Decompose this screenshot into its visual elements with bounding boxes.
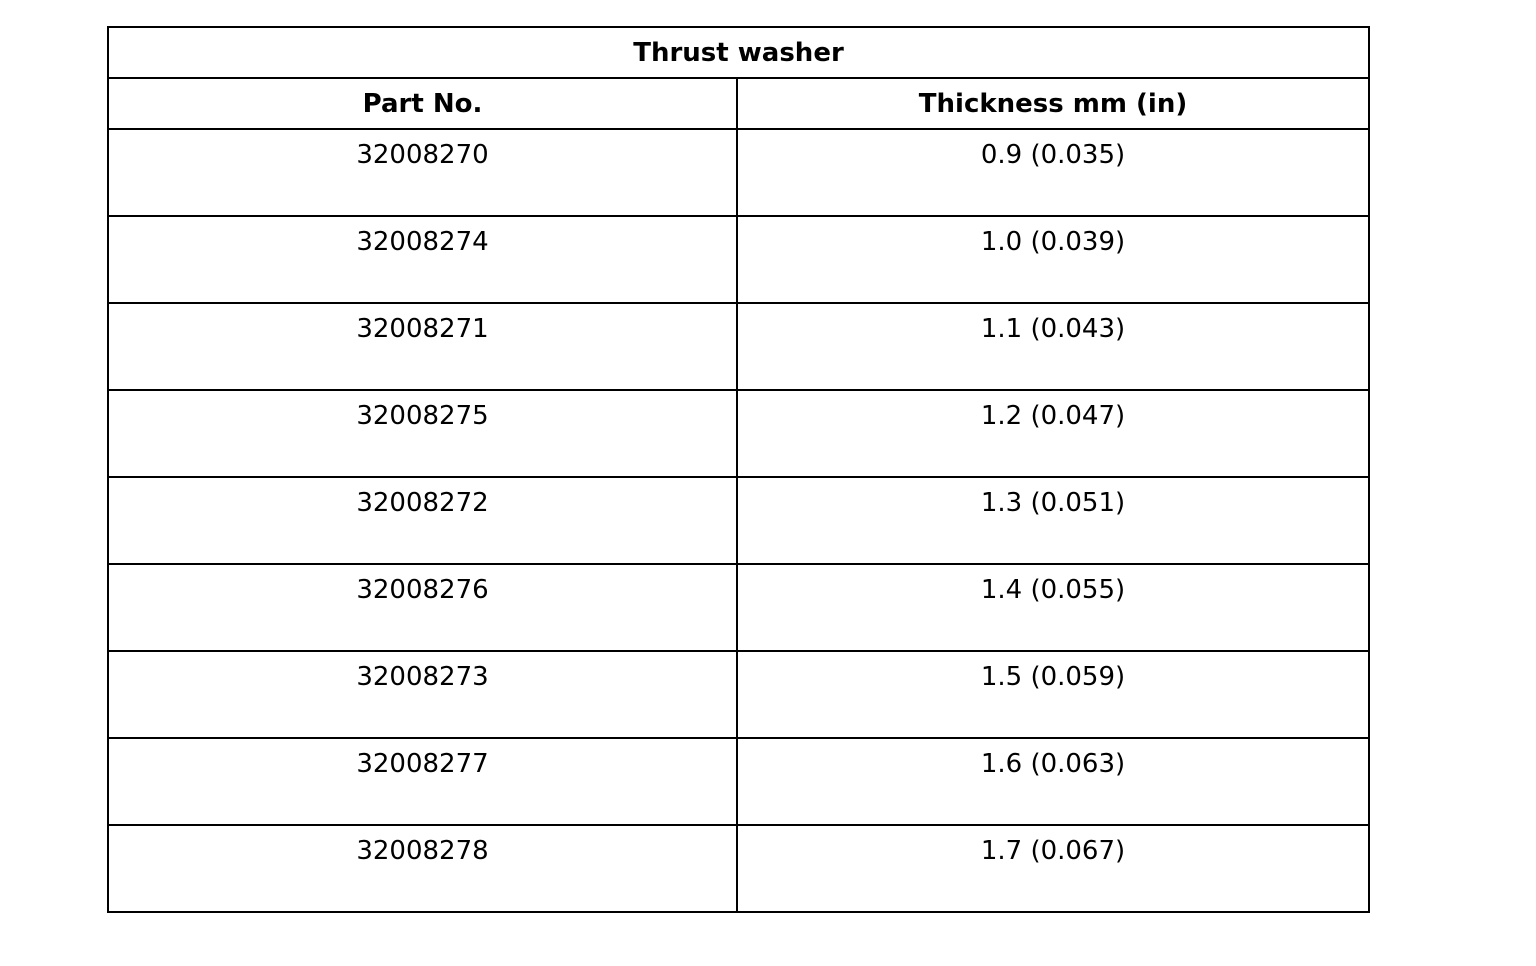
part-number-cell: 32008274 bbox=[108, 216, 737, 303]
part-number-cell: 32008278 bbox=[108, 825, 737, 912]
table-title-row bbox=[108, 27, 1369, 78]
column-header-thickness: Thickness mm (in) bbox=[737, 78, 1369, 129]
column-header-part-no: Part No. bbox=[108, 78, 737, 129]
part-number-cell: 32008271 bbox=[108, 303, 737, 390]
thickness-cell: 1.1 (0.043) bbox=[737, 303, 1369, 390]
thickness-cell: 0.9 (0.035) bbox=[737, 129, 1369, 216]
part-number-cell: 32008275 bbox=[108, 390, 737, 477]
table-row bbox=[108, 129, 1369, 216]
thickness-cell: 1.2 (0.047) bbox=[737, 390, 1369, 477]
thickness-cell: 1.6 (0.063) bbox=[737, 738, 1369, 825]
part-number-cell: 32008277 bbox=[108, 738, 737, 825]
part-number-cell: 32008272 bbox=[108, 477, 737, 564]
thickness-cell: 1.0 (0.039) bbox=[737, 216, 1369, 303]
table-row bbox=[108, 216, 1369, 303]
table-row bbox=[108, 390, 1369, 477]
thickness-cell: 1.7 (0.067) bbox=[737, 825, 1369, 912]
table-row bbox=[108, 738, 1369, 825]
table-header-row bbox=[108, 78, 1369, 129]
thrust-washer-table bbox=[107, 26, 1370, 913]
table-row bbox=[108, 825, 1369, 912]
thickness-cell: 1.3 (0.051) bbox=[737, 477, 1369, 564]
thickness-cell: 1.4 (0.055) bbox=[737, 564, 1369, 651]
table-row bbox=[108, 477, 1369, 564]
table-row bbox=[108, 564, 1369, 651]
part-number-cell: 32008270 bbox=[108, 129, 737, 216]
part-number-cell: 32008273 bbox=[108, 651, 737, 738]
table-row bbox=[108, 303, 1369, 390]
table-title: Thrust washer bbox=[108, 27, 1369, 78]
part-number-cell: 32008276 bbox=[108, 564, 737, 651]
thickness-cell: 1.5 (0.059) bbox=[737, 651, 1369, 738]
table-row bbox=[108, 651, 1369, 738]
